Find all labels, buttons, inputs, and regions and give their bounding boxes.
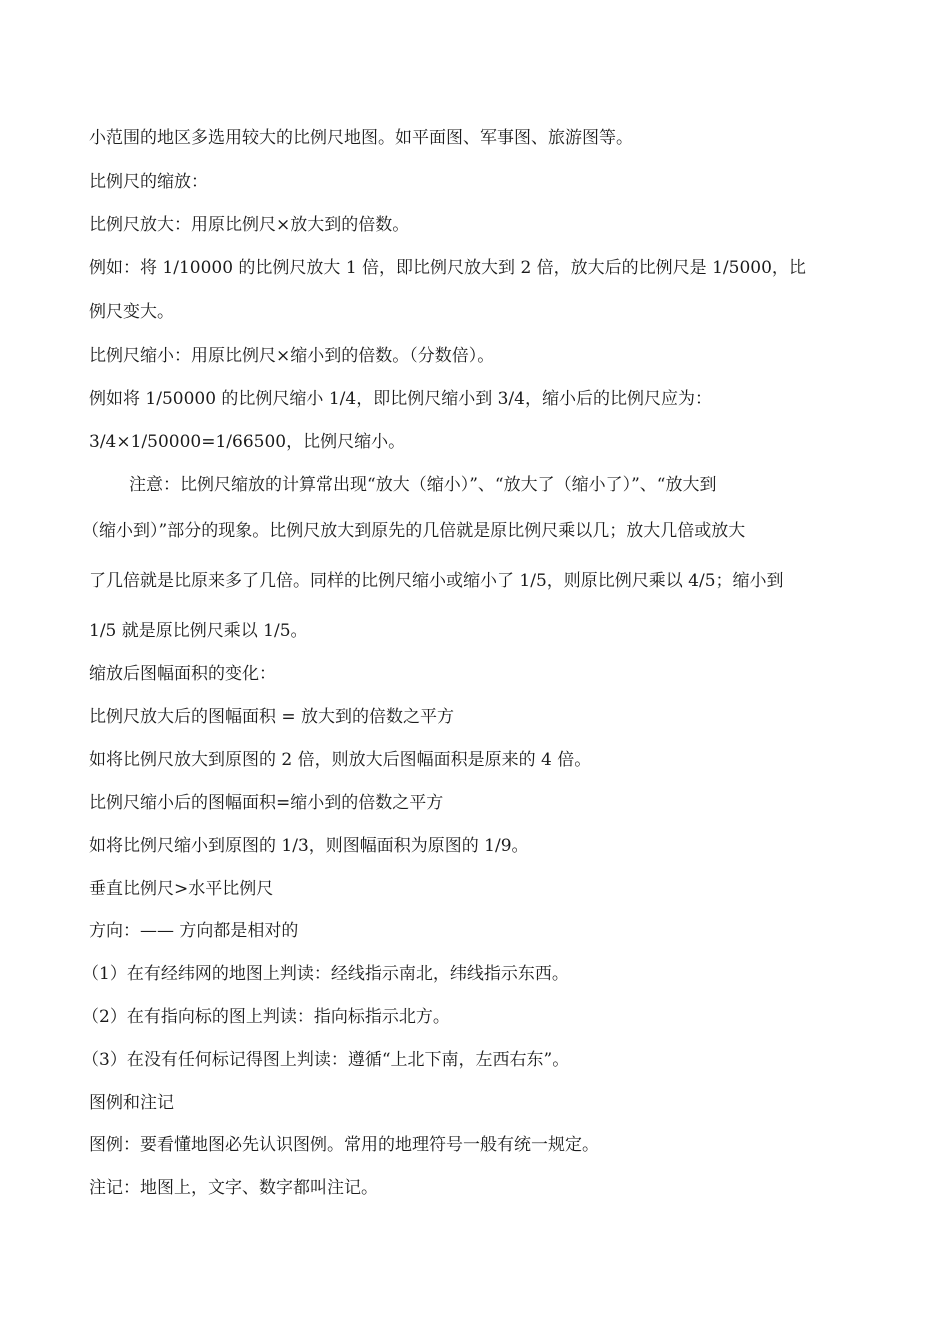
section-heading: 方向：—— 方向都是相对的 [89, 921, 299, 941]
text-line: 例如将 1/50000 的比例尺缩小 1/4，即比例尺缩小到 3/4，缩小后的比例尺应为： [89, 389, 712, 409]
note-paragraph-line: 1/5 就是原比例尺乘以 1/5。 [89, 621, 308, 641]
section-heading: 比例尺的缩放： [89, 172, 208, 192]
section-heading: 缩放后图幅面积的变化： [89, 664, 276, 684]
text-line: 图例：要看懂地图必先认识图例。常用的地理符号一般有统一规定。 [89, 1135, 599, 1155]
text-line: 小范围的地区多选用较大的比例尺地图。如平面图、军事图、旅游图等。 [89, 128, 633, 148]
text-line: 例尺变大。 [89, 302, 174, 322]
text-line: 比例尺缩小：用原比例尺×缩小到的倍数。（分数倍）。 [89, 346, 495, 366]
list-item: （3）在没有任何标记得图上判读：遵循“上北下南，左西右东”。 [82, 1050, 570, 1070]
note-paragraph-line: （缩小到）”部分的现象。比例尺放大到原先的几倍就是原比例尺乘以几；放大几倍或放大 [82, 521, 746, 541]
formula-line: 比例尺缩小后的图幅面积=缩小到的倍数之平方 [89, 793, 444, 813]
list-item: （2）在有指向标的图上判读：指向标指示北方。 [82, 1007, 450, 1027]
formula-line: 比例尺放大后的图幅面积 = 放大到的倍数之平方 [89, 707, 455, 727]
text-line: 比例尺放大：用原比例尺×放大到的倍数。 [89, 215, 410, 235]
text-line: 3/4×1/50000=1/66500，比例尺缩小。 [89, 432, 406, 452]
list-item: （1）在有经纬网的地图上判读：经线指示南北，纬线指示东西。 [82, 964, 569, 984]
note-paragraph-line: 了几倍就是比原来多了几倍。同样的比例尺缩小或缩小了 1/5，则原比例尺乘以 4/5；缩小到 [89, 571, 784, 591]
note-paragraph-line: 注意：比例尺缩放的计算常出现“放大（缩小）”、“放大了（缩小了）”、“放大到 [129, 475, 717, 495]
text-line: 例如：将 1/10000 的比例尺放大 1 倍，即比例尺放大到 2 倍，放大后的比例尺是 1/5000，比 [89, 258, 806, 278]
section-heading: 图例和注记 [89, 1093, 174, 1113]
text-line: 如将比例尺放大到原图的 2 倍，则放大后图幅面积是原来的 4 倍。 [89, 750, 592, 770]
text-line: 如将比例尺缩小到原图的 1/3，则图幅面积为原图的 1/9。 [89, 836, 529, 856]
text-line: 注记：地图上，文字、数字都叫注记。 [89, 1178, 378, 1198]
text-line: 垂直比例尺>水平比例尺 [89, 879, 274, 899]
